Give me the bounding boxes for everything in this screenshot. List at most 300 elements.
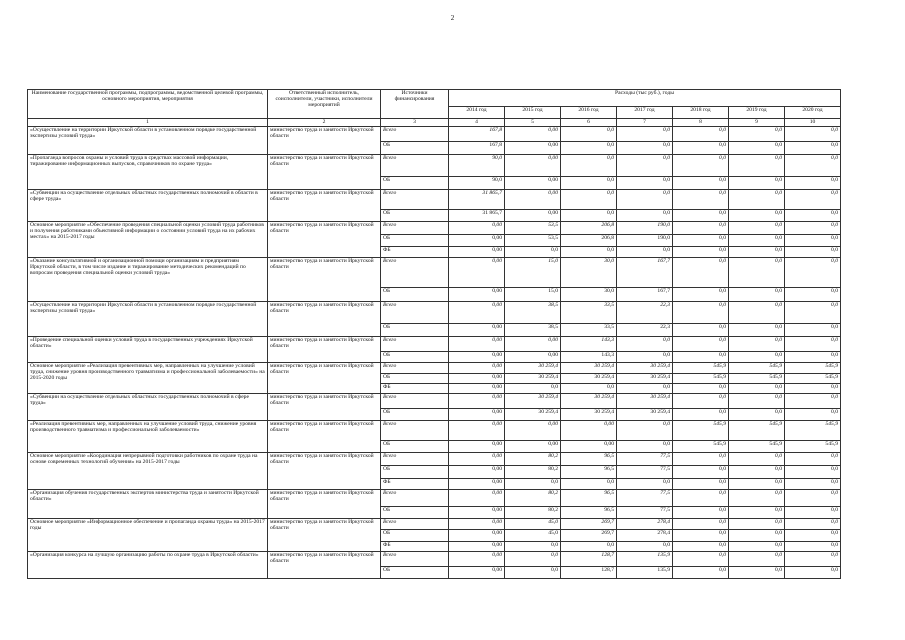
amount-cell: 0,0 xyxy=(729,352,785,363)
program-name: Основное мероприятие «Реализация превентивных мер, направленных на улучшение условий труда, снижение уровня производственного травматизма и профессиональной заболеваемости» на 2015-2020 годы xyxy=(28,363,268,394)
amount-cell: 143,3 xyxy=(561,337,617,352)
amount-cell: 0,0 xyxy=(673,177,729,190)
amount-cell: 0,0 xyxy=(561,479,617,490)
amount-cell: 0,0 xyxy=(785,222,841,235)
amount-cell: 0,00 xyxy=(449,363,505,374)
funding-source: ФБ xyxy=(381,479,449,490)
amount-cell: 0,0 xyxy=(673,519,729,530)
amount-cell: 53,5 xyxy=(505,235,561,247)
amount-cell: 0,0 xyxy=(561,542,617,552)
amount-cell: 0,0 xyxy=(785,453,841,466)
amount-cell: 0,0 xyxy=(617,352,673,363)
program-name: «Субвенции на осуществление отдельных областных государственных полномочий в сфере труда» xyxy=(28,394,268,421)
amount-cell: 0,0 xyxy=(561,190,617,210)
amount-cell: 0,00 xyxy=(449,453,505,466)
amount-cell: 30 259,4 xyxy=(561,409,617,421)
amount-cell: 0,0 xyxy=(673,552,729,567)
amount-cell: 0,0 xyxy=(729,155,785,177)
amount-cell: 0,0 xyxy=(785,155,841,177)
amount-cell: 38,5 xyxy=(505,324,561,337)
amount-cell: 30 259,4 xyxy=(561,394,617,409)
header-source: Источники финансирования xyxy=(381,90,449,119)
amount-cell: 0,0 xyxy=(673,190,729,210)
amount-cell: 30 259,4 xyxy=(505,394,561,409)
amount-cell: 30,0 xyxy=(561,288,617,302)
amount-cell: 0,0 xyxy=(785,324,841,337)
funding-source: ОБ xyxy=(381,288,449,302)
amount-cell: 33,5 xyxy=(561,302,617,324)
amount-cell: 0,0 xyxy=(729,210,785,222)
column-number: 5 xyxy=(505,119,561,127)
program-name: «Пропаганда вопросов охраны и условий труда в средствах массовой информации, тиражирование информационных выпусков, справочников по охране труда» xyxy=(28,155,268,190)
funding-source: ФБ xyxy=(381,384,449,394)
amount-cell: 80,2 xyxy=(505,490,561,507)
amount-cell: 0,00 xyxy=(505,352,561,363)
amount-cell: 0,00 xyxy=(449,490,505,507)
amount-cell: 0,0 xyxy=(561,210,617,222)
funding-source: ОБ xyxy=(381,567,449,579)
amount-cell: 30 259,4 xyxy=(617,409,673,421)
executor: министерство труда и занятости Иркутской области xyxy=(268,302,381,337)
amount-cell: 0,00 xyxy=(449,466,505,479)
executor: министерство труда и занятости Иркутской области xyxy=(268,552,381,579)
amount-cell: 0,00 xyxy=(505,177,561,190)
amount-cell: 80,2 xyxy=(505,453,561,466)
amount-cell: 30 259,4 xyxy=(561,374,617,384)
column-number: 8 xyxy=(673,119,729,127)
amount-cell: 0,00 xyxy=(505,127,561,142)
amount-cell: 167,8 xyxy=(449,142,505,155)
amount-cell: 0,00 xyxy=(449,258,505,288)
amount-cell: 0,00 xyxy=(449,288,505,302)
amount-cell: 0,0 xyxy=(729,288,785,302)
funding-source: Всего xyxy=(381,258,449,288)
funding-source: Всего xyxy=(381,453,449,466)
amount-cell: 77,5 xyxy=(617,466,673,479)
amount-cell: 0,0 xyxy=(785,337,841,352)
amount-cell: 545,9 xyxy=(729,441,785,453)
amount-cell: 0,0 xyxy=(505,542,561,552)
funding-source: Всего xyxy=(381,222,449,235)
amount-cell: 33,5 xyxy=(561,324,617,337)
amount-cell: 0,0 xyxy=(729,127,785,142)
amount-cell: 0,0 xyxy=(729,258,785,288)
funding-source: Всего xyxy=(381,363,449,374)
amount-cell: 0,0 xyxy=(673,155,729,177)
amount-cell: 0,00 xyxy=(449,352,505,363)
funding-source: Всего xyxy=(381,127,449,142)
funding-source: ОБ xyxy=(381,324,449,337)
program-name: «Субвенции на осуществление отдельных областных государственных полномочий в области в сфере труда» xyxy=(28,190,268,222)
amount-cell: 0,00 xyxy=(505,337,561,352)
amount-cell: 0,0 xyxy=(505,384,561,394)
amount-cell: 545,9 xyxy=(673,374,729,384)
amount-cell: 0,00 xyxy=(449,479,505,490)
funding-source: ОБ xyxy=(381,352,449,363)
amount-cell: 30 259,4 xyxy=(505,409,561,421)
header-year: 2019 год xyxy=(729,107,785,119)
amount-cell: 0,0 xyxy=(785,210,841,222)
table-row xyxy=(28,337,841,352)
amount-cell: 190,0 xyxy=(617,222,673,235)
table-row xyxy=(28,552,841,567)
amount-cell: 167,7 xyxy=(617,258,673,288)
amount-cell: 0,0 xyxy=(561,247,617,258)
table-row xyxy=(28,453,841,466)
table-body xyxy=(28,127,841,579)
amount-cell: 0,0 xyxy=(673,394,729,409)
amount-cell: 0,0 xyxy=(785,519,841,530)
amount-cell: 0,0 xyxy=(785,530,841,542)
amount-cell: 135,9 xyxy=(617,552,673,567)
budget-table xyxy=(27,89,841,579)
program-name: «Оказание консультативной и организационной помощи организациям и предприятиям Иркутской области, в том числе издание и тиражирование методических рекомендаций по вопросам проведения специальной оценки условий труда» xyxy=(28,258,268,302)
amount-cell: 53,5 xyxy=(505,222,561,235)
column-number: 2 xyxy=(268,119,381,127)
amount-cell: 0,0 xyxy=(673,409,729,421)
amount-cell: 0,0 xyxy=(785,127,841,142)
header-year: 2018 год xyxy=(673,107,729,119)
funding-source: ОБ xyxy=(381,466,449,479)
amount-cell: 545,9 xyxy=(673,441,729,453)
amount-cell: 0,0 xyxy=(673,222,729,235)
amount-cell: 0,0 xyxy=(561,384,617,394)
funding-source: ОБ xyxy=(381,142,449,155)
amount-cell: 0,0 xyxy=(617,177,673,190)
amount-cell: 0,0 xyxy=(729,552,785,567)
amount-cell: 45,0 xyxy=(505,530,561,542)
amount-cell: 0,00 xyxy=(505,155,561,177)
funding-source: Всего xyxy=(381,190,449,210)
amount-cell: 0,0 xyxy=(673,324,729,337)
amount-cell: 0,0 xyxy=(785,507,841,519)
amount-cell: 31 865,7 xyxy=(449,210,505,222)
executor: министерство труда и занятости Иркутской области xyxy=(268,519,381,552)
amount-cell: 0,0 xyxy=(729,453,785,466)
amount-cell: 143,3 xyxy=(561,352,617,363)
amount-cell: 31 865,7 xyxy=(449,190,505,210)
amount-cell: 0,00 xyxy=(449,542,505,552)
funding-source: ФБ xyxy=(381,542,449,552)
amount-cell: 545,9 xyxy=(673,421,729,441)
amount-cell: 0,0 xyxy=(729,409,785,421)
amount-cell: 22,3 xyxy=(617,302,673,324)
executor: министерство труда и занятости Иркутской области xyxy=(268,421,381,453)
amount-cell: 135,9 xyxy=(617,567,673,579)
amount-cell: 545,9 xyxy=(729,374,785,384)
program-name: Основное мероприятие «Обеспечение проведения специальной оценки условий труда работников и получения работниками объективной информации о состоянии условий труда на их рабочих местах» на 2015-2017 годы xyxy=(28,222,268,258)
amount-cell: 0,0 xyxy=(785,542,841,552)
funding-source: ОБ xyxy=(381,235,449,247)
amount-cell: 38,5 xyxy=(505,302,561,324)
amount-cell: 0,00 xyxy=(449,421,505,441)
amount-cell: 0,0 xyxy=(561,177,617,190)
table-row xyxy=(28,490,841,507)
amount-cell: 0,00 xyxy=(449,222,505,235)
funding-source: Всего xyxy=(381,394,449,409)
header-expenses: Расходы (тыс руб.), годы xyxy=(449,90,841,107)
amount-cell: 0,00 xyxy=(449,552,505,567)
amount-cell: 77,5 xyxy=(617,490,673,507)
amount-cell: 0,0 xyxy=(505,247,561,258)
amount-cell: 206,8 xyxy=(561,235,617,247)
table-row xyxy=(28,190,841,210)
amount-cell: 0,0 xyxy=(673,210,729,222)
funding-source: ОБ xyxy=(381,409,449,421)
amount-cell: 0,0 xyxy=(785,384,841,394)
funding-source: ОБ xyxy=(381,210,449,222)
amount-cell: 0,00 xyxy=(561,441,617,453)
amount-cell: 545,9 xyxy=(729,421,785,441)
header-year: 2020 год xyxy=(785,107,841,119)
amount-cell: 0,0 xyxy=(785,258,841,288)
amount-cell: 0,0 xyxy=(785,235,841,247)
amount-cell: 0,0 xyxy=(617,337,673,352)
amount-cell: 0,0 xyxy=(729,190,785,210)
amount-cell: 0,0 xyxy=(617,247,673,258)
amount-cell: 0,00 xyxy=(449,302,505,324)
amount-cell: 0,00 xyxy=(505,441,561,453)
table-row xyxy=(28,222,841,235)
amount-cell: 0,00 xyxy=(449,384,505,394)
amount-cell: 0,0 xyxy=(785,142,841,155)
amount-cell: 0,0 xyxy=(785,466,841,479)
table-row xyxy=(28,302,841,324)
funding-source: Всего xyxy=(381,519,449,530)
amount-cell: 0,0 xyxy=(729,507,785,519)
amount-cell: 0,0 xyxy=(561,142,617,155)
funding-source: ОБ xyxy=(381,177,449,190)
executor: министерство труда и занятости Иркутской области xyxy=(268,155,381,190)
amount-cell: 0,00 xyxy=(449,235,505,247)
amount-cell: 96,5 xyxy=(561,453,617,466)
amount-cell: 0,00 xyxy=(449,441,505,453)
amount-cell: 0,00 xyxy=(449,374,505,384)
amount-cell: 545,9 xyxy=(785,363,841,374)
amount-cell: 0,0 xyxy=(729,222,785,235)
executor: министерство труда и занятости Иркутской области xyxy=(268,337,381,363)
table-row xyxy=(28,363,841,374)
amount-cell: 545,9 xyxy=(673,363,729,374)
amount-cell: 0,00 xyxy=(449,409,505,421)
funding-source: Всего xyxy=(381,337,449,352)
amount-cell: 545,9 xyxy=(785,421,841,441)
table-row xyxy=(28,258,841,288)
amount-cell: 0,0 xyxy=(785,567,841,579)
amount-cell: 0,0 xyxy=(505,552,561,567)
executor: министерство труда и занятости Иркутской области xyxy=(268,127,381,155)
header-year: 2016 год xyxy=(561,107,617,119)
amount-cell: 167,7 xyxy=(617,288,673,302)
amount-cell: 0,0 xyxy=(673,302,729,324)
amount-cell: 77,5 xyxy=(617,453,673,466)
executor: министерство труда и занятости Иркутской области xyxy=(268,363,381,394)
funding-source: Всего xyxy=(381,552,449,567)
amount-cell: 278,4 xyxy=(617,530,673,542)
amount-cell: 0,0 xyxy=(673,490,729,507)
amount-cell: 0,0 xyxy=(673,507,729,519)
column-number: 4 xyxy=(449,119,505,127)
amount-cell: 0,0 xyxy=(617,384,673,394)
amount-cell: 0,0 xyxy=(785,177,841,190)
amount-cell: 0,0 xyxy=(561,127,617,142)
amount-cell: 0,00 xyxy=(505,421,561,441)
program-name: «Организация обучения государственных экспертов министерства труда и занятости Иркутской области» xyxy=(28,490,268,519)
program-name: Основное мероприятие «Информационное обеспечение и пропаганда охраны труда» на 2015-2017 годы xyxy=(28,519,268,552)
amount-cell: 0,00 xyxy=(505,210,561,222)
amount-cell: 0,0 xyxy=(505,479,561,490)
amount-cell: 0,0 xyxy=(729,302,785,324)
amount-cell: 0,0 xyxy=(673,567,729,579)
column-number: 7 xyxy=(617,119,673,127)
amount-cell: 30 259,4 xyxy=(617,374,673,384)
amount-cell: 96,5 xyxy=(561,490,617,507)
amount-cell: 0,00 xyxy=(505,142,561,155)
amount-cell: 90,0 xyxy=(449,155,505,177)
amount-cell: 0,0 xyxy=(673,258,729,288)
funding-source: ОБ xyxy=(381,530,449,542)
amount-cell: 15,0 xyxy=(505,258,561,288)
amount-cell: 0,0 xyxy=(729,542,785,552)
column-number: 10 xyxy=(785,119,841,127)
amount-cell: 269,7 xyxy=(561,530,617,542)
funding-source: ФБ xyxy=(381,247,449,258)
amount-cell: 0,0 xyxy=(729,567,785,579)
program-name: «Осуществление на территории Иркутской области в установленном порядке государственной экспертизы условий труда» xyxy=(28,302,268,337)
amount-cell: 128,7 xyxy=(561,567,617,579)
amount-cell: 30 259,4 xyxy=(617,394,673,409)
amount-cell: 0,0 xyxy=(673,479,729,490)
funding-source: Всего xyxy=(381,421,449,441)
amount-cell: 0,0 xyxy=(673,142,729,155)
amount-cell: 0,0 xyxy=(673,127,729,142)
table-row xyxy=(28,519,841,530)
column-number: 3 xyxy=(381,119,449,127)
executor: министерство труда и занятости Иркутской области xyxy=(268,222,381,258)
amount-cell: 30 259,4 xyxy=(505,363,561,374)
amount-cell: 0,0 xyxy=(785,479,841,490)
amount-cell: 0,0 xyxy=(785,552,841,567)
amount-cell: 45,0 xyxy=(505,519,561,530)
amount-cell: 0,0 xyxy=(785,288,841,302)
amount-cell: 0,0 xyxy=(673,542,729,552)
amount-cell: 77,5 xyxy=(617,507,673,519)
program-name: «Проведение специальной оценки условий труда в государственных учреждениях Иркутской области» xyxy=(28,337,268,363)
amount-cell: 0,0 xyxy=(617,479,673,490)
funding-source: ОБ xyxy=(381,374,449,384)
amount-cell: 0,00 xyxy=(449,567,505,579)
amount-cell: 0,0 xyxy=(673,288,729,302)
amount-cell: 0,0 xyxy=(673,453,729,466)
program-name: «Реализация превентивных мер, направленных на улучшение условий труда, снижение уровня производственного травматизма и профессиональной заболеваемости» xyxy=(28,421,268,453)
amount-cell: 30 259,4 xyxy=(505,374,561,384)
funding-source: ОБ xyxy=(381,441,449,453)
table-row xyxy=(28,155,841,177)
header-year: 2017 год xyxy=(617,107,673,119)
amount-cell: 0,0 xyxy=(729,530,785,542)
amount-cell: 0,00 xyxy=(449,247,505,258)
amount-cell: 0,0 xyxy=(785,394,841,409)
executor: министерство труда и занятости Иркутской области xyxy=(268,394,381,421)
program-name: «Организация конкурса на лучшую организацию работы по охране труда в Иркутской области» xyxy=(28,552,268,579)
amount-cell: 278,4 xyxy=(617,519,673,530)
amount-cell: 0,0 xyxy=(785,247,841,258)
amount-cell: 0,0 xyxy=(785,409,841,421)
amount-cell: 0,00 xyxy=(449,394,505,409)
amount-cell: 0,0 xyxy=(673,235,729,247)
amount-cell: 90,0 xyxy=(449,177,505,190)
amount-cell: 269,7 xyxy=(561,519,617,530)
amount-cell: 0,00 xyxy=(505,190,561,210)
amount-cell: 206,8 xyxy=(561,222,617,235)
amount-cell: 0,0 xyxy=(673,337,729,352)
amount-cell: 0,0 xyxy=(673,530,729,542)
executor: министерство труда и занятости Иркутской области xyxy=(268,190,381,222)
amount-cell: 96,5 xyxy=(561,466,617,479)
amount-cell: 0,0 xyxy=(729,247,785,258)
amount-cell: 545,9 xyxy=(729,363,785,374)
amount-cell: 0,0 xyxy=(729,177,785,190)
program-name: «Осуществление на территории Иркутской области в установленном порядке государственной экспертизы условий труда» xyxy=(28,127,268,155)
amount-cell: 0,0 xyxy=(561,155,617,177)
amount-cell: 30 259,4 xyxy=(617,363,673,374)
header-name: Наименование государственной программы, подпрограммы, ведомственной целевой программы, основного мероприятия, мероприятия xyxy=(28,90,268,119)
column-number: 9 xyxy=(729,119,785,127)
amount-cell: 0,0 xyxy=(673,352,729,363)
funding-source: Всего xyxy=(381,490,449,507)
header-executor: Ответственный исполнитель, соисполнители, участники, исполнители мероприятий xyxy=(268,90,381,119)
amount-cell: 190,0 xyxy=(617,235,673,247)
amount-cell: 0,00 xyxy=(449,530,505,542)
header-year: 2014 год xyxy=(449,107,505,119)
amount-cell: 0,0 xyxy=(673,384,729,394)
amount-cell: 0,0 xyxy=(617,127,673,142)
amount-cell: 0,0 xyxy=(785,352,841,363)
amount-cell: 0,0 xyxy=(729,384,785,394)
executor: министерство труда и занятости Иркутской области xyxy=(268,453,381,490)
amount-cell: 545,9 xyxy=(785,374,841,384)
amount-cell: 0,0 xyxy=(729,235,785,247)
header-year: 2015 год xyxy=(505,107,561,119)
funding-source: Всего xyxy=(381,302,449,324)
table-row xyxy=(28,127,841,142)
amount-cell: 30 259,4 xyxy=(561,363,617,374)
amount-cell: 0,0 xyxy=(617,421,673,441)
executor: министерство труда и занятости Иркутской области xyxy=(268,490,381,519)
amount-cell: 80,2 xyxy=(505,507,561,519)
amount-cell: 0,00 xyxy=(449,337,505,352)
amount-cell: 0,0 xyxy=(617,155,673,177)
amount-cell: 0,0 xyxy=(617,441,673,453)
amount-cell: 0,0 xyxy=(729,490,785,507)
amount-cell: 0,0 xyxy=(617,142,673,155)
amount-cell: 0,0 xyxy=(617,190,673,210)
amount-cell: 0,0 xyxy=(729,519,785,530)
amount-cell: 30,0 xyxy=(561,258,617,288)
amount-cell: 80,2 xyxy=(505,466,561,479)
amount-cell: 96,5 xyxy=(561,507,617,519)
amount-cell: 0,00 xyxy=(561,421,617,441)
funding-source: Всего xyxy=(381,155,449,177)
amount-cell: 0,0 xyxy=(617,542,673,552)
amount-cell: 128,7 xyxy=(561,552,617,567)
page-number: 2 xyxy=(450,14,455,22)
amount-cell: 0,0 xyxy=(729,324,785,337)
amount-cell: 0,0 xyxy=(785,190,841,210)
funding-source: ОБ xyxy=(381,507,449,519)
column-number: 1 xyxy=(28,119,268,127)
amount-cell: 167,8 xyxy=(449,127,505,142)
